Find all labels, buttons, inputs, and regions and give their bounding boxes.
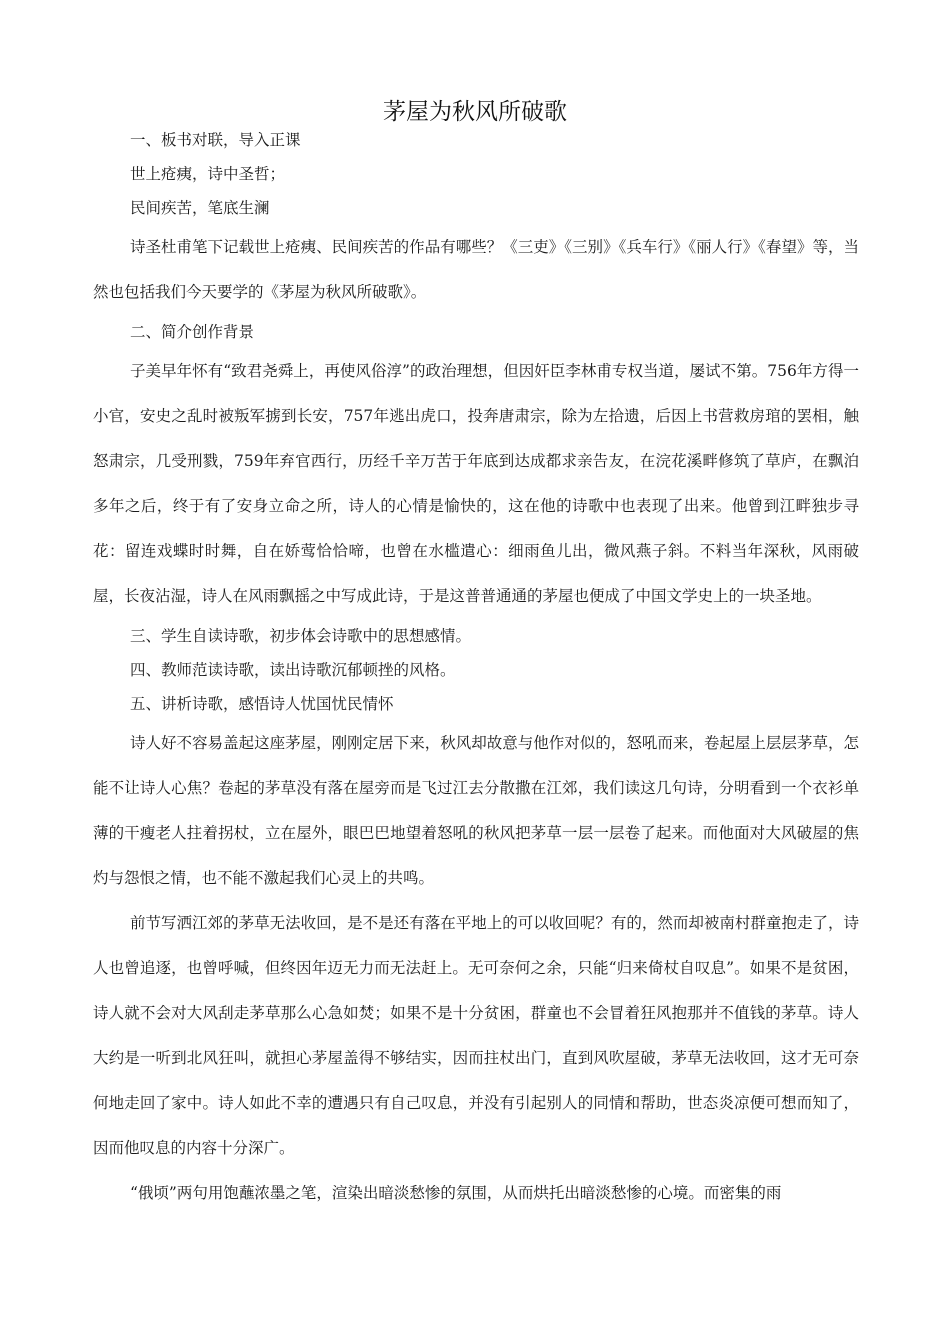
heading-1: 一、板书对联，导入正课	[130, 131, 301, 149]
heading-5: 五、讲析诗歌，感悟诗人忧国忧民情怀	[130, 695, 394, 713]
couplet-line-2: 民间疾苦，笔底生澜	[130, 199, 270, 217]
paragraph-2: 子美早年怀有“致君尧舜上，再使风俗淳”的政治理想，但因奸臣李林甫专权当道，屡试不第。756年方得一小官，安史之乱时被叛军掳到长安，757年逃出虎口，投奔唐肃宗，除为左拾遗，后因上书营救房琯的罢相，触怒肃宗，几受刑戮，759年弃官西行，历经千辛万苦于年底到达成都求亲告友，在浣花溪畔修筑了草庐，在飘泊多年之后，终于有了安身立命之所，诗人的心情是愉快的，这在他的诗歌中也表现了出来。他曾到江畔独步寻花：留连戏蝶时时舞，自在娇莺恰恰啼，也曾在水槛遣心：细雨鱼儿出，微风燕子斜。不料当年深秋，风雨破屋，长夜沾湿，诗人在风雨飘摇之中写成此诗，于是这普普通通的茅屋也便成了中国文学史上的一块圣地。	[93, 362, 859, 605]
paragraph-1: 诗圣杜甫笔下记载世上疮痍、民间疾苦的作品有哪些？《三吏》《三别》《兵车行》《丽人行》《春望》等，当然也包括我们今天要学的《茅屋为秋风所破歌》。	[93, 238, 859, 301]
document-body	[93, 123, 859, 1216]
heading-3: 三、学生自读诗歌，初步体会诗歌中的思想感情。	[130, 627, 472, 645]
paragraph-5: “俄顷”两句用饱蘸浓墨之笔，渲染出暗淡愁惨的氛围，从而烘托出暗淡愁惨的心境。而密集的雨	[130, 1184, 782, 1202]
heading-4: 四、教师范读诗歌，读出诗歌沉郁顿挫的风格。	[130, 661, 456, 679]
document-title: 茅屋为秋风所破歌	[383, 99, 567, 125]
couplet-line-1: 世上疮痍，诗中圣哲；	[130, 165, 286, 183]
paragraph-4: 前节写洒江郊的茅草无法收回，是不是还有落在平地上的可以收回呢？有的，然而却被南村群童抱走了，诗人也曾追逐，也曾呼喊，但终因年迈无力而无法赶上。无可奈何之余，只能“归来倚杖自叹息”。如果不是贫困，诗人就不会对大风刮走茅草那么心急如焚；如果不是十分贫困，群童也不会冒着狂风抱那并不值钱的茅草。诗人大约是一听到北风狂叫，就担心茅屋盖得不够结实，因而拄杖出门，直到风吹屋破，茅草无法收回，这才无可奈何地走回了家中。诗人如此不幸的遭遇只有自己叹息，并没有引起别人的同情和帮助，世态炎凉便可想而知了，因而他叹息的内容十分深广。	[93, 914, 859, 1157]
heading-2: 二、简介创作背景	[130, 323, 255, 341]
paragraph-3: 诗人好不容易盖起这座茅屋，刚刚定居下来，秋风却故意与他作对似的，怒吼而来，卷起屋上层层茅草，怎能不让诗人心焦？卷起的茅草没有落在屋旁而是飞过江去分散撒在江郊，我们读这几句诗，分明看到一个衣衫单薄的干瘦老人拄着拐杖，立在屋外，眼巴巴地望着怒吼的秋风把茅草一层一层卷了起来。而他面对大风破屋的焦灼与怨恨之情，也不能不激起我们心灵上的共鸣。	[93, 734, 859, 887]
